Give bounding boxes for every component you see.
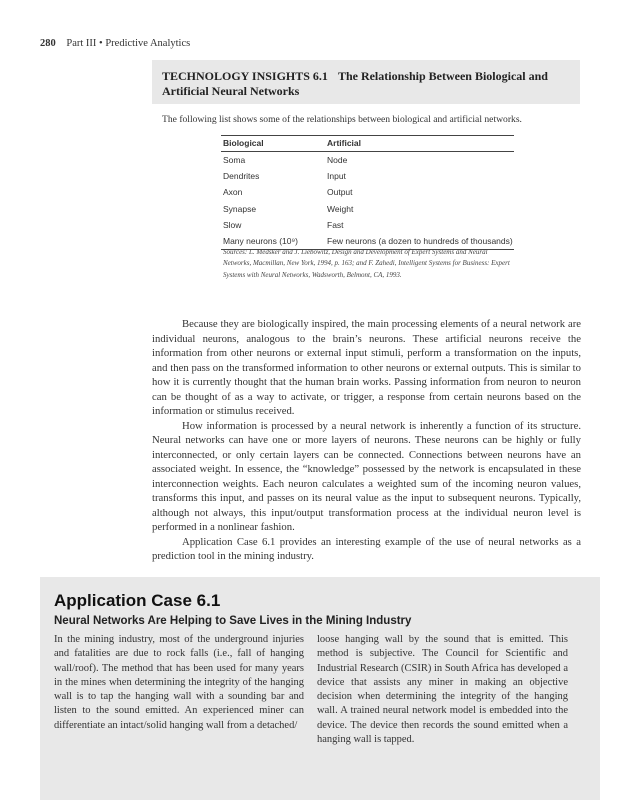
table-sources: Sources: L. Medsker and J. Liebowitz, Design and Development of Expert Systems and Neural Networks, Macmillan, New York, 1994, p. 163; and F. Zahedi, Intelligent Systems for Business: Expert Systems with Neural Networks, Wadsworth, Belmont, CA, 1993. <box>223 248 510 279</box>
relationship-table <box>221 135 514 250</box>
application-case-subtitle: Neural Networks Are Helping to Save Lives in the Mining Industry <box>54 615 412 627</box>
body-text <box>152 317 581 564</box>
artificial-cell: Input <box>327 171 346 182</box>
artificial-cell: Weight <box>327 203 354 214</box>
running-head: Part III • Predictive Analytics <box>66 38 191 49</box>
artificial-cell: Node <box>327 155 348 166</box>
biological-cell: Synapse <box>223 203 257 214</box>
table-row <box>221 152 514 169</box>
application-case-left-column <box>54 633 304 733</box>
application-case-right-column <box>317 633 568 747</box>
tech-insights-heading <box>162 69 572 99</box>
tech-insights-title: The Relationship Between Biological and Artificial Neural Networks <box>162 69 548 98</box>
column-header-biological: Biological <box>221 136 327 152</box>
biological-cell: Axon <box>223 187 243 198</box>
column-text: In the mining industry, most of the underground injuries and fatalities are due to rock falls (i.e., fall of hanging wall/roof). The method that has been used for many years in the mines when determining the integrity of the hanging wall is to tap the hanging wall with a sounding bar and listen to the sound emitted. An experienced miner can differentiate an intact/solid hanging wall from a detached/ <box>54 634 304 731</box>
table-row <box>221 201 514 217</box>
table-header-row <box>221 136 514 152</box>
tech-insights-label: TECHNOLOGY INSIGHTS 6.1 <box>162 69 328 83</box>
body-paragraph: How information is processed by a neural network is inherently a function of its structure. Neural networks can have one or more layers of neurons. These neurons can be highly or fully interconnected, or only certain layers can be connected. Connections between neurons have an associated weight. In essence, the “knowledge” possessed by the network is encapsulated in these interconnection weights. Each neuron calculates a weighted sum of the incoming neuron values, transforms this input, and passes on its neural value as the input to subsequent neurons. Typically, although not always, this input/output transformation process at the individual neuron level is performed in a nonlinear fashion. <box>152 419 581 533</box>
biological-cell: Many neurons (10⁹) <box>221 233 327 250</box>
table-row <box>221 168 514 184</box>
artificial-cell: Few neurons (a dozen to hundreds of thousands) <box>327 233 514 250</box>
page-number: 280 <box>40 38 56 49</box>
table-row <box>221 184 514 200</box>
biological-cell: Soma <box>223 155 246 166</box>
artificial-cell: Output <box>327 187 353 198</box>
body-paragraph: Because they are biologically inspired, the main processing elements of a neural network are individual neurons, analogous to the brain’s neurons. These artificial neurons receive the information from other neurons or external input stimuli, perform a transformation on the inputs, and then pass on the transformed information to other neurons or external outputs. This is similar to how it is currently thought that the human brain works. Passing information from neuron to neuron can be thought of as a way to activate, or trigger, a response from certain neurons based on the information or stimulus received. <box>152 318 581 417</box>
biological-cell: Slow <box>223 219 242 230</box>
biological-cell: Dendrites <box>223 171 260 182</box>
tech-insights-intro: The following list shows some of the relationships between biological and artificial networks. <box>162 114 522 125</box>
column-text: loose hanging wall by the sound that is emitted. This method is subjective. The Council for Scientific and Industrial Research (CSIR) in South Africa has developed a device that assists any miner in making an objective decision when determining the integrity of the hanging wall. A trained neural network model is embedded into the device. The device then records the sound emitted when a hanging wall is tapped. <box>317 634 568 746</box>
body-paragraph: Application Case 6.1 provides an interesting example of the use of neural networks as a prediction tool in the mining industry. <box>152 535 581 562</box>
running-header <box>40 38 190 49</box>
table-row <box>221 217 514 233</box>
artificial-cell: Fast <box>327 219 344 230</box>
column-header-artificial: Artificial <box>327 136 514 152</box>
application-case-title: Application Case 6.1 <box>54 591 221 610</box>
